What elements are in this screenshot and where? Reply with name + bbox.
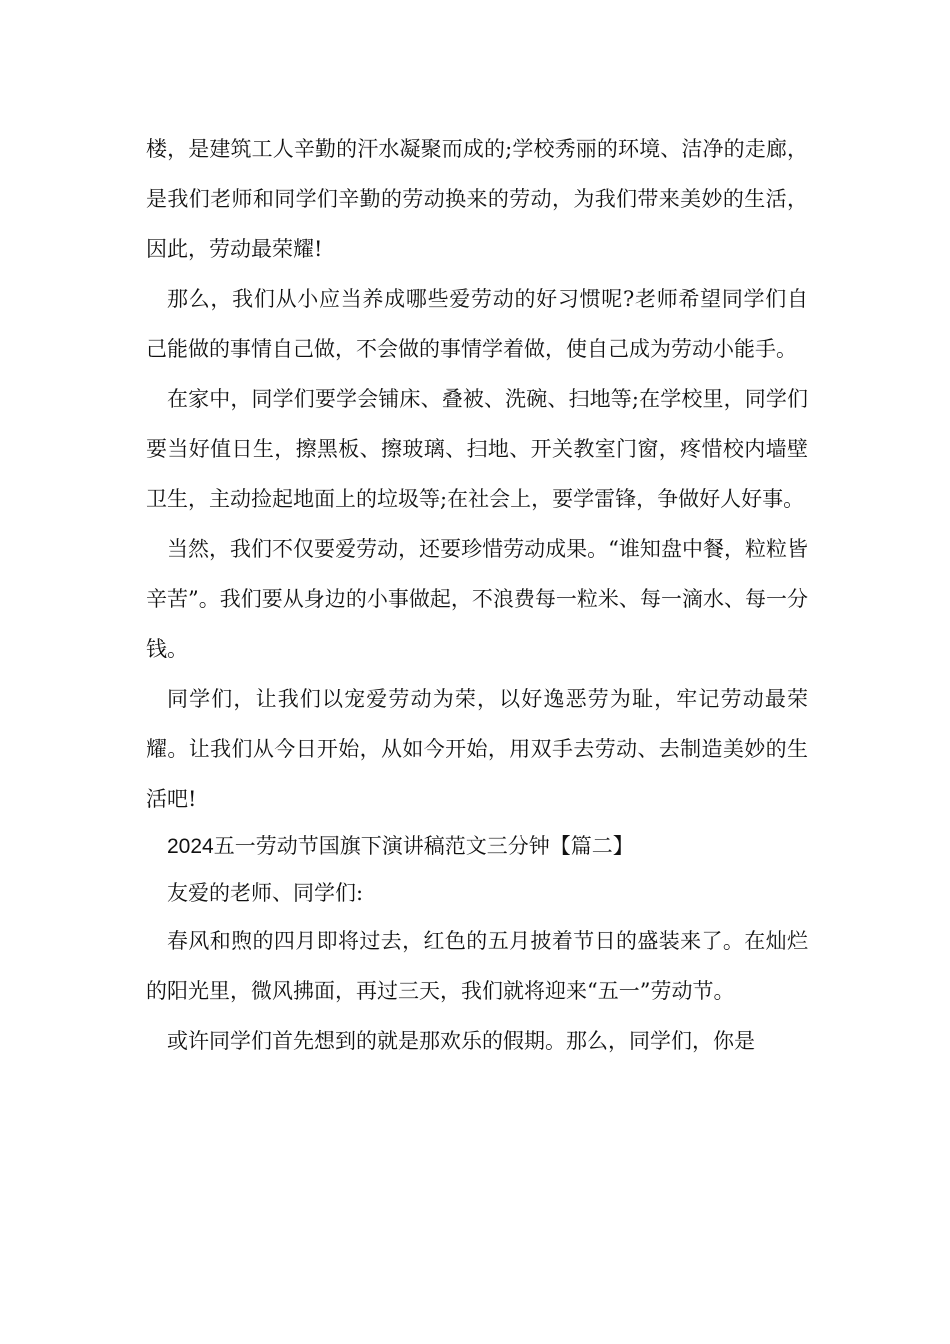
paragraph-continuation: 楼，是建筑工人辛勤的汗水凝聚而成的;学校秀丽的环境、洁净的走廊，是我们老师和同学们辛勤的劳动换来的劳动，为我们带来美妙的生活，因此，劳动最荣耀! [146, 137, 808, 261]
paragraph-conclusion: 同学们，让我们以宠爱劳动为荣，以好逸恶劳为耻，牢记劳动最荣耀。让我们从今日开始，从如今开始，用双手去劳动、去制造美妙的生活吧! [146, 687, 808, 811]
paragraph-may-arrives: 春风和煦的四月即将过去，红色的五月披着节日的盛装来了。在灿烂的阳光里，微风拂面，再过三天，我们就将迎来“五一”劳动节。 [146, 929, 808, 1003]
document-body [146, 124, 808, 1066]
paragraph-good-habits: 那么，我们从小应当养成哪些爱劳动的好习惯呢?老师希望同学们自己能做的事情自己做，不会做的事情学着做，使自己成为劳动小能手。 [146, 287, 808, 361]
paragraph-holiday: 或许同学们首先想到的就是那欢乐的假期。那么，同学们，你是 [167, 1029, 755, 1053]
paragraph-cherish-labor: 当然，我们不仅要爱劳动，还要珍惜劳动成果。“谁知盘中餐，粒粒皆辛苦”。我们要从身边的小事做起，不浪费每一粒米、每一滴水、每一分钱。 [146, 537, 808, 661]
paragraph-home-school: 在家中，同学们要学会铺床、叠被、洗碗、扫地等;在学校里，同学们要当好值日生，擦黑板、擦玻璃、扫地、开关教室门窗，疼惜校内墙壁卫生，主动捡起地面上的垃圾等;在社会上，要学雷锋，争做好人好事。 [146, 387, 808, 511]
greeting: 友爱的老师、同学们: [167, 881, 364, 905]
section-title: 2024五一劳动节国旗下演讲稿范文三分钟【篇二】 [167, 835, 634, 858]
